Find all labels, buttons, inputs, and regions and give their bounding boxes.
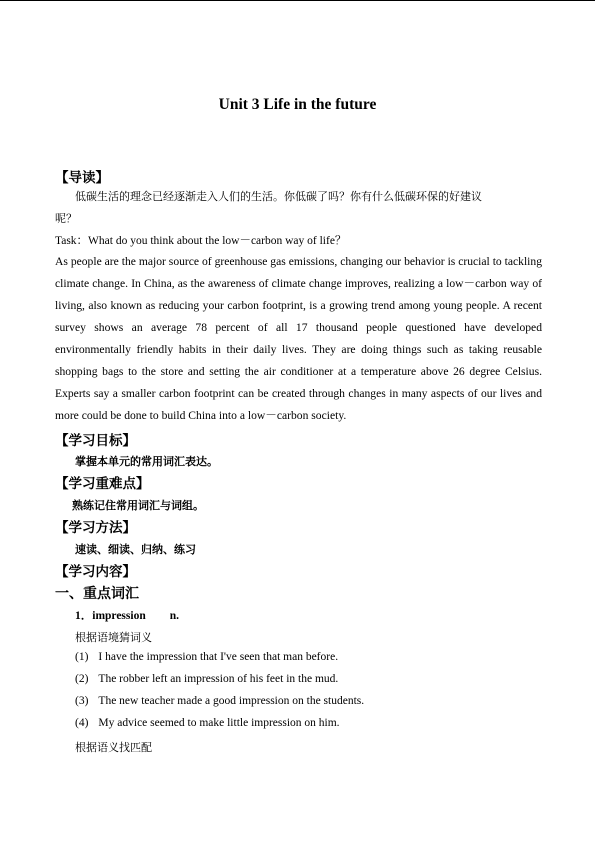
task-line: Task：What do you think about the low－carbon way of life？ bbox=[55, 235, 347, 247]
example-text: My advice seemed to make little impression on him. bbox=[98, 717, 340, 729]
vocab-word: impression bbox=[92, 610, 146, 622]
example-3 bbox=[75, 695, 364, 707]
intro-line-2: 呢？ bbox=[55, 212, 77, 225]
example-number: (2) bbox=[75, 673, 89, 685]
section-heading-daodu: 【导读】 bbox=[55, 170, 109, 186]
example-text: The robber left an impression of his feet in the mud. bbox=[98, 673, 339, 685]
goal-text: 掌握本单元的常用词汇表达。 bbox=[75, 455, 218, 468]
reading-passage: As people are the major source of greenhouse gas emissions, changing our behavior is crucial to tackling climate change. In China, as the awareness of climate change improves, realizing a low－carbon way of living, also known as reducing your carbon footprint, is a growing trend among young people. A recent survey shows an average 78 percent of all 17 thousand people questioned have developed environmentally friendly habits in their daily lives. They are doing things such as taking reusable shopping bags to the store and setting the air conditioner at a temperature above 26 degree Celsius. Experts say a smaller carbon footprint can be created through changes in many aspects of our lives and more could be done to build China into a low－carbon society. bbox=[55, 255, 542, 422]
section-heading-method: 【学习方法】 bbox=[55, 520, 136, 536]
part1-heading: 一、重点词汇 bbox=[55, 586, 139, 602]
example-1 bbox=[75, 651, 338, 663]
method-text: 速读、细读、归纳、练习 bbox=[75, 543, 196, 556]
example-number: (3) bbox=[75, 695, 89, 707]
example-text: I have the impression that I've seen that man before. bbox=[98, 651, 339, 663]
example-2 bbox=[75, 673, 338, 685]
key-points-text: 熟练记住常用词汇与词组。 bbox=[72, 499, 204, 512]
page-title: Unit 3 Life in the future bbox=[218, 96, 377, 113]
intro-line-1: 低碳生活的理念已经逐渐走入人们的生活。你低碳了吗？你有什么低碳环保的好建议 bbox=[75, 190, 482, 203]
example-4 bbox=[75, 717, 340, 729]
guess-label: 根据语境猜词义 bbox=[75, 631, 152, 644]
example-number: (4) bbox=[75, 717, 89, 729]
example-number: (1) bbox=[75, 651, 89, 663]
example-text: The new teacher made a good impression on the students. bbox=[98, 695, 365, 707]
match-label: 根据语义找匹配 bbox=[75, 741, 152, 754]
section-heading-content: 【学习内容】 bbox=[55, 564, 136, 580]
vocab-item-number: 1． bbox=[75, 610, 93, 622]
vocab-item-1 bbox=[75, 607, 179, 623]
section-heading-goal: 【学习目标】 bbox=[55, 433, 136, 449]
section-heading-key-points: 【学习重难点】 bbox=[55, 476, 150, 492]
vocab-pos: n. bbox=[169, 610, 179, 622]
